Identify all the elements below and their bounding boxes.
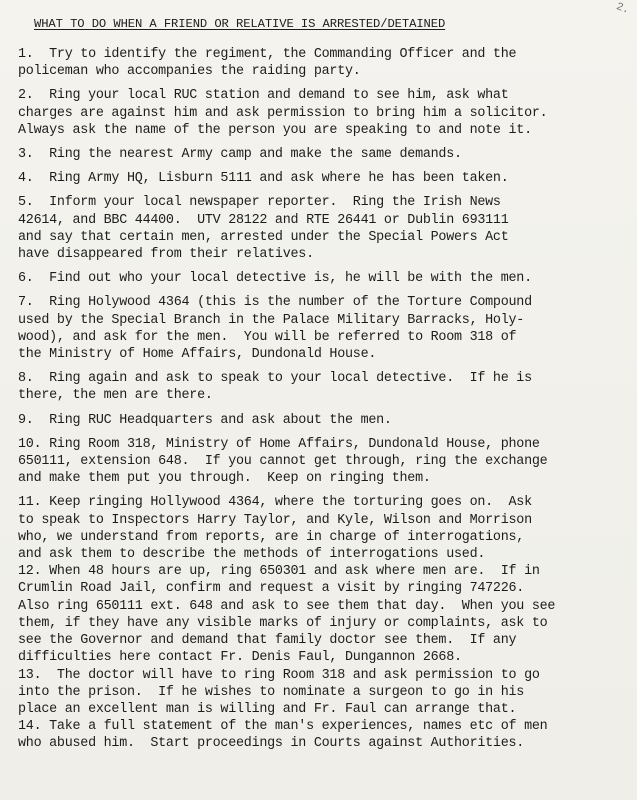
instruction-item-9: 9. Ring RUC Headquarters and ask about the men. <box>18 412 392 428</box>
corner-mark: 2. <box>614 1 631 17</box>
document-title: WHAT TO DO WHEN A FRIEND OR RELATIVE IS ARRESTED/DETAINED <box>34 17 446 31</box>
instruction-item-2: 2. Ring your local RUC station and demand to see him, ask what charges are against him and ask permission to bring him a solicitor. Always ask the name of the person you are speaking to and note it. <box>18 88 548 138</box>
instruction-item-13: 13. The doctor will have to ring Room 318 and ask permission to go into the prison. If he wishes to nominate a surgeon to go in his place an excellent man is willing and Fr. Faul can arrange that. <box>18 667 540 717</box>
instruction-item-8: 8. Ring again and ask to speak to your local detective. If he is there, the men are there. <box>18 371 532 404</box>
instruction-list <box>18 46 627 753</box>
instruction-item-6: 6. Find out who your local detective is, he will be with the men. <box>18 271 532 287</box>
instruction-item-10: 10. Ring Room 318, Ministry of Home Affairs, Dundonald House, phone 650111, extension 648. If you cannot get through, ring the exchange and make them put you through. Keep on ringing them. <box>18 436 548 487</box>
instruction-item-7: 7. Ring Holywood 4364 (this is the number of the Torture Compound used by the Special Branch in the Palace Military Barracks, Holy- wood), and ask for the men. You will be referred to Room 318 of the Ministry of Home Affairs, Dundonald House. <box>18 295 532 363</box>
instruction-item-12: 12. When 48 hours are up, ring 650301 and ask where men are. If in Crumlin Road Jail, confirm and request a visit by ringing 747226. Also ring 650111 ext. 648 and ask to see them that day. When you see them, if they have any visible marks of injury or complaints, ask to see the Governor and demand that family doctor see them. If any difficulties here contact Fr. Denis Faul, Dungannon 2668. <box>18 564 556 666</box>
instruction-item-3: 3. Ring the nearest Army camp and make the same demands. <box>18 147 462 163</box>
instruction-item-11: 11. Keep ringing Hollywood 4364, where the torturing goes on. Ask to speak to Inspectors Harry Taylor, and Kyle, Wilson and Morrison who, we understand from reports, are in charge of interrogations, and ask them to describe the methods of interrogations used. <box>18 495 532 563</box>
instruction-item-5: 5. Inform your local newspaper reporter. Ring the Irish News 42614, and BBC 44400. UTV 28122 and RTE 26441 or Dublin 693111 and say that certain men, arrested under the Special Powers Act have disappeared from their relatives. <box>18 195 509 263</box>
instruction-item-1: 1. Try to identify the regiment, the Commanding Officer and the policeman who accompanies the raiding party. <box>18 47 517 80</box>
instruction-item-14: 14. Take a full statement of the man's experiences, names etc of men who abused him. Start proceedings in Courts against Authorities. <box>18 719 548 752</box>
instruction-item-4: 4. Ring Army HQ, Lisburn 5111 and ask where he has been taken. <box>18 171 509 187</box>
